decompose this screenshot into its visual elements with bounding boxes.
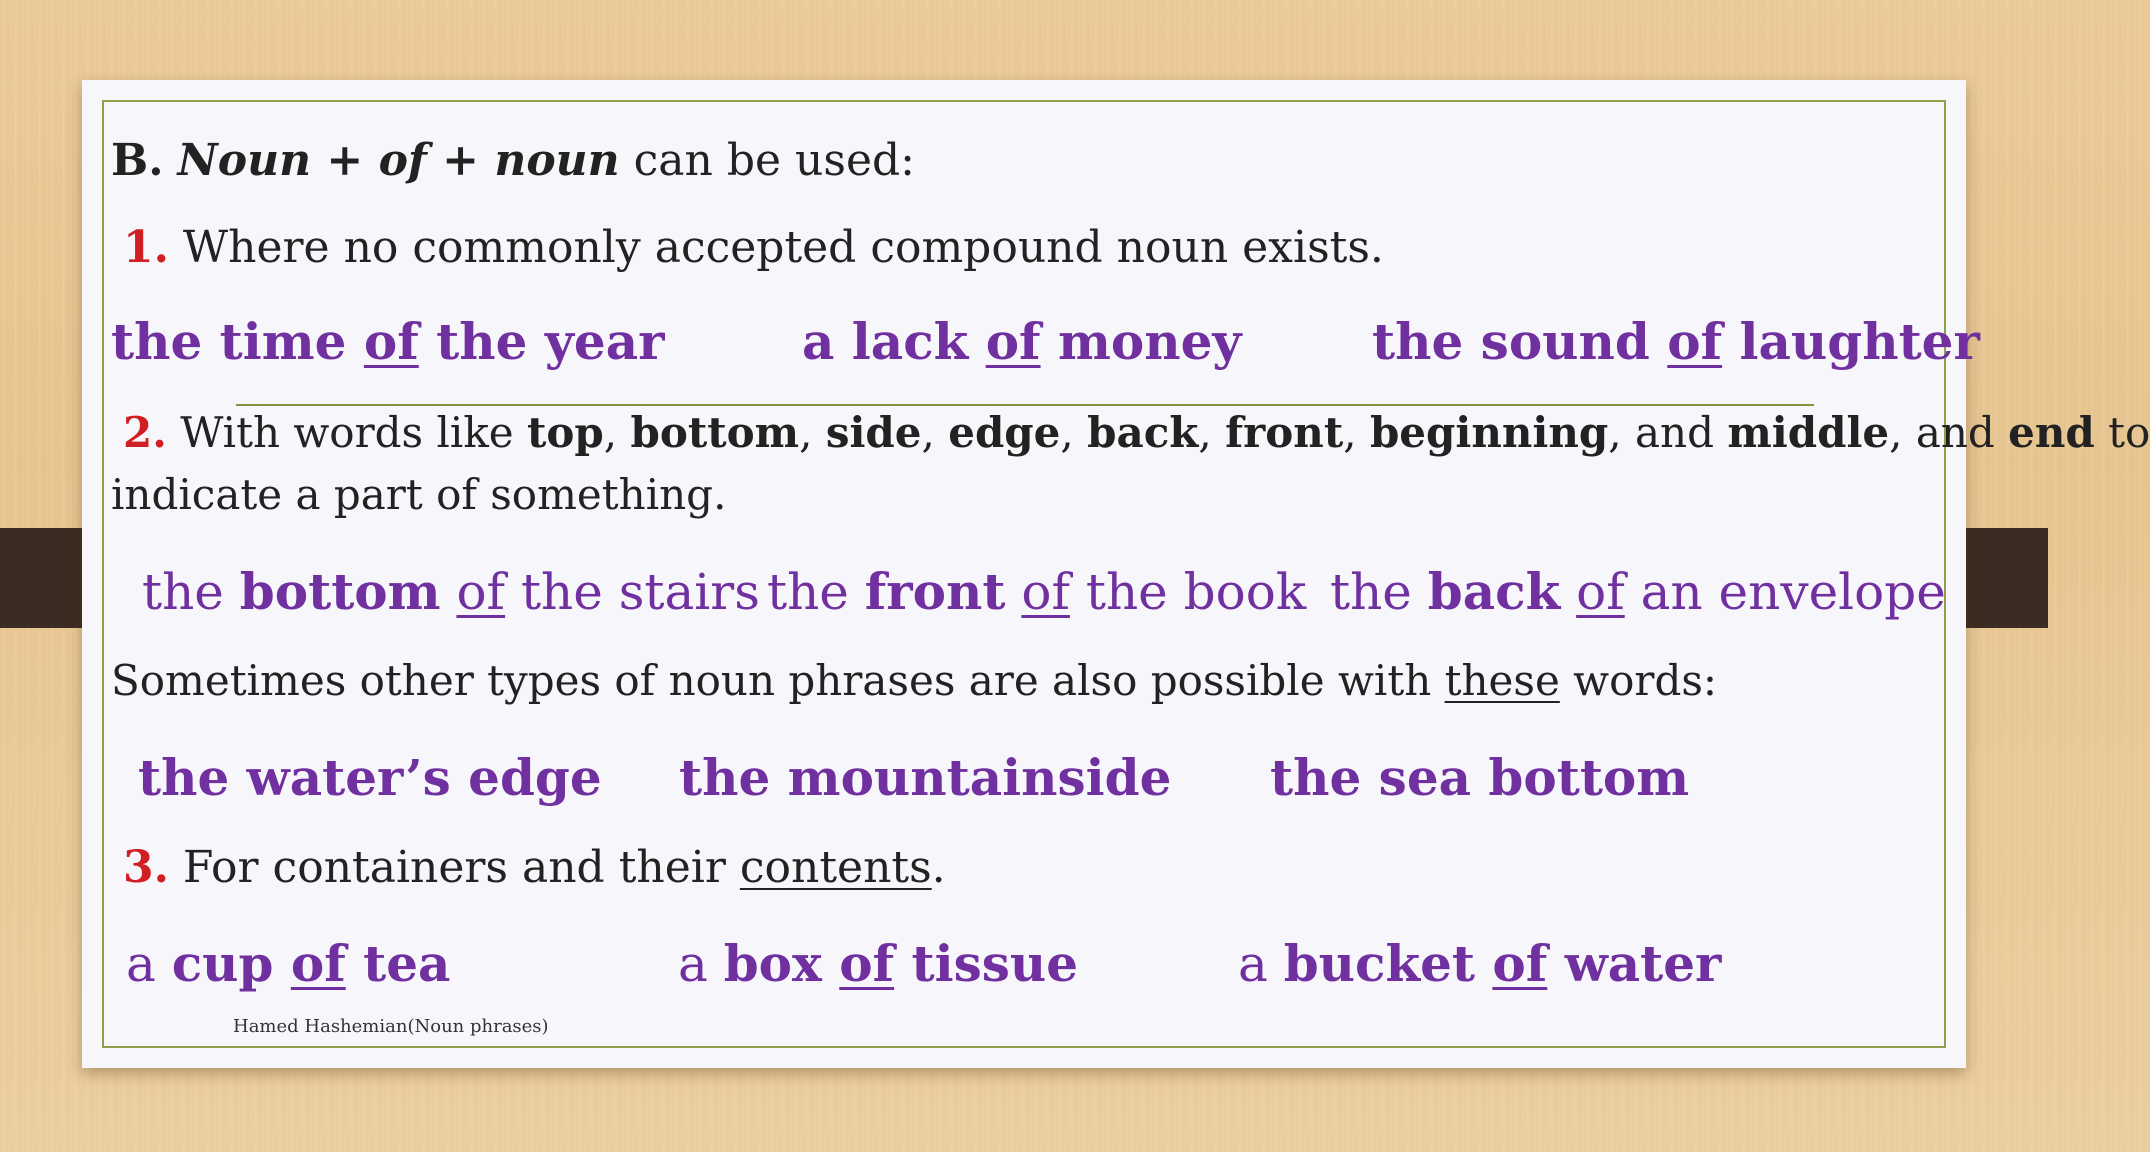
example-lack-of-money: a lack of money <box>802 312 1242 371</box>
of-underlined: of <box>363 312 419 371</box>
point-1-number: 1. <box>123 222 169 273</box>
point-1 <box>123 222 1384 273</box>
example-bucket-of-water: a bucket of water <box>1238 934 1722 993</box>
of-underlined: of <box>1576 563 1625 621</box>
point-2-number: 2. <box>123 408 167 457</box>
heading-rest: can be used: <box>619 135 915 186</box>
example-bottom-of-stairs: the bottom of the stairs <box>142 562 760 621</box>
example-sound-of-laughter: the sound of laughter <box>1372 312 1980 371</box>
of-underlined: of <box>1021 563 1070 621</box>
example-box-of-tissue: a box of tissue <box>678 934 1079 993</box>
point-1-text: Where no commonly accepted compound noun exists. <box>168 222 1384 273</box>
example-waters-edge: the water’s edge <box>138 748 602 807</box>
of-underlined: of <box>839 934 895 993</box>
point-2: 2. With words like top, bottom, side, edge, back, front, beginning, and middle, and end to <box>123 408 2150 457</box>
point-3-number: 3. <box>123 842 169 893</box>
contents-underlined: contents <box>739 842 932 893</box>
of-underlined: of <box>1492 934 1548 993</box>
of-underlined: of <box>985 312 1041 371</box>
sometimes-note: Sometimes other types of noun phrases are also possible with these words: <box>111 656 1718 705</box>
divider-line <box>236 404 1814 406</box>
heading <box>111 135 915 186</box>
example-time-of-year: the time of the year <box>111 312 665 371</box>
example-cup-of-tea: a cup of tea <box>126 934 451 993</box>
example-front-of-book: the front of the book <box>767 562 1307 621</box>
point-2-continued: indicate a part of something. <box>111 470 727 519</box>
example-mountainside: the mountainside <box>679 748 1172 807</box>
footer-credit: Hamed Hashemian(Noun phrases) <box>233 1016 549 1037</box>
heading-formula: Noun + of + noun <box>177 135 620 186</box>
of-underlined: of <box>456 563 506 621</box>
these-underlined: these <box>1444 656 1560 705</box>
example-back-of-envelope: the back of an envelope <box>1330 562 1946 621</box>
of-underlined: of <box>1667 312 1723 371</box>
heading-letter: B. <box>111 135 164 186</box>
point-3: 3. For containers and their contents. <box>123 842 946 893</box>
example-sea-bottom: the sea bottom <box>1270 748 1690 807</box>
of-underlined: of <box>290 934 346 993</box>
